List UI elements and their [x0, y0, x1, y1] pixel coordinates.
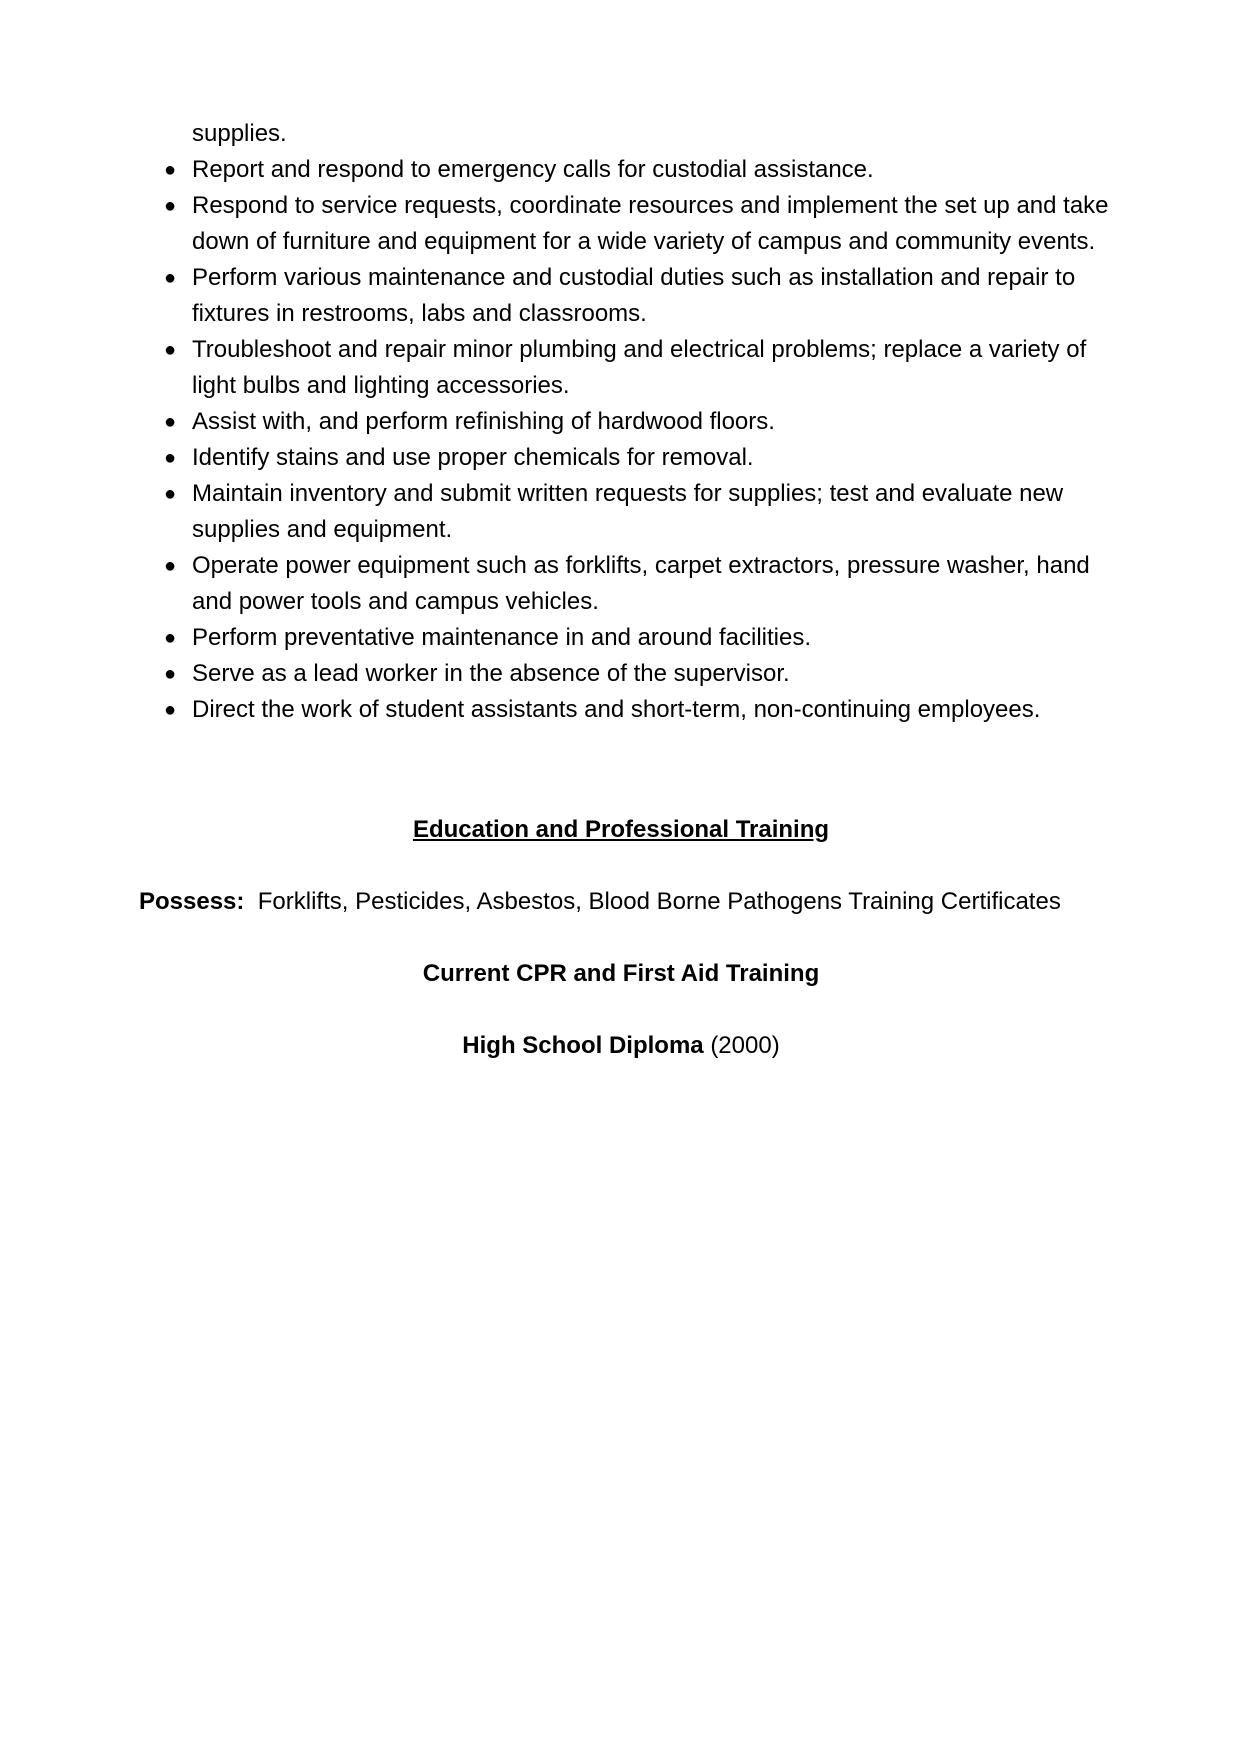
- list-item: [163, 332, 1132, 404]
- bullet-icon: ●: [163, 339, 177, 361]
- list-item: [163, 476, 1132, 548]
- diploma-year: (2000): [710, 1032, 780, 1059]
- bullet-icon: ●: [163, 627, 177, 649]
- duty-text: Identify stains and use proper chemicals for removal.: [192, 444, 754, 471]
- list-item: [163, 260, 1132, 332]
- bullet-icon: ●: [163, 483, 177, 505]
- duty-text: Serve as a lead worker in the absence of the supervisor.: [192, 660, 790, 687]
- list-item: [163, 548, 1132, 620]
- bullet-icon: ●: [163, 555, 177, 577]
- list-item: [163, 188, 1132, 260]
- bullet-icon: ●: [163, 411, 177, 433]
- list-item: [163, 404, 1132, 440]
- duty-text: Troubleshoot and repair minor plumbing and electrical problems; replace a variety of light bulbs and lighting accessories.: [192, 336, 1087, 399]
- possess-label: Possess:: [139, 888, 245, 915]
- duty-text: Respond to service requests, coordinate resources and implement the set up and take down of furniture and equipment for a wide variety of campus and community events.: [192, 192, 1109, 255]
- bullet-icon: ●: [163, 663, 177, 685]
- duty-continuation-text: supplies.: [192, 120, 287, 147]
- duty-text: Perform various maintenance and custodial duties such as installation and repair to fixtures in restrooms, labs and classrooms.: [192, 264, 1076, 327]
- duty-text: Operate power equipment such as forklifts, carpet extractors, pressure washer, hand and power tools and campus vehicles.: [192, 552, 1090, 615]
- list-item: [163, 620, 1132, 656]
- duty-text: Maintain inventory and submit written requests for supplies; test and evaluate new supplies and equipment.: [192, 480, 1064, 543]
- list-item: [163, 692, 1132, 728]
- bullet-icon: ●: [163, 195, 177, 217]
- certificates-text: Forklifts, Pesticides, Asbestos, Blood Borne Pathogens Training Certificates: [257, 888, 1061, 915]
- list-item: [163, 152, 1132, 188]
- bullet-icon: ●: [163, 267, 177, 289]
- duty-text: Assist with, and perform refinishing of hardwood floors.: [192, 408, 775, 435]
- bullet-icon: ●: [163, 447, 177, 469]
- certificates-line: [139, 884, 1061, 920]
- list-item: [163, 656, 1132, 692]
- bullet-icon: ●: [163, 159, 177, 181]
- education-section-heading: Education and Professional Training: [412, 816, 830, 843]
- duty-text: Direct the work of student assistants and short-term, non-continuing employees.: [192, 696, 1041, 723]
- cpr-training: Current CPR and First Aid Training: [422, 960, 820, 987]
- bullet-icon: ●: [163, 699, 177, 721]
- diploma-title: High School Diploma: [462, 1032, 704, 1059]
- duty-text: Report and respond to emergency calls for custodial assistance.: [192, 156, 874, 183]
- duty-text: Perform preventative maintenance in and around facilities.: [192, 624, 812, 651]
- diploma-line: [0, 1028, 1242, 1064]
- duties-list: [163, 152, 1132, 728]
- list-item: [163, 440, 1132, 476]
